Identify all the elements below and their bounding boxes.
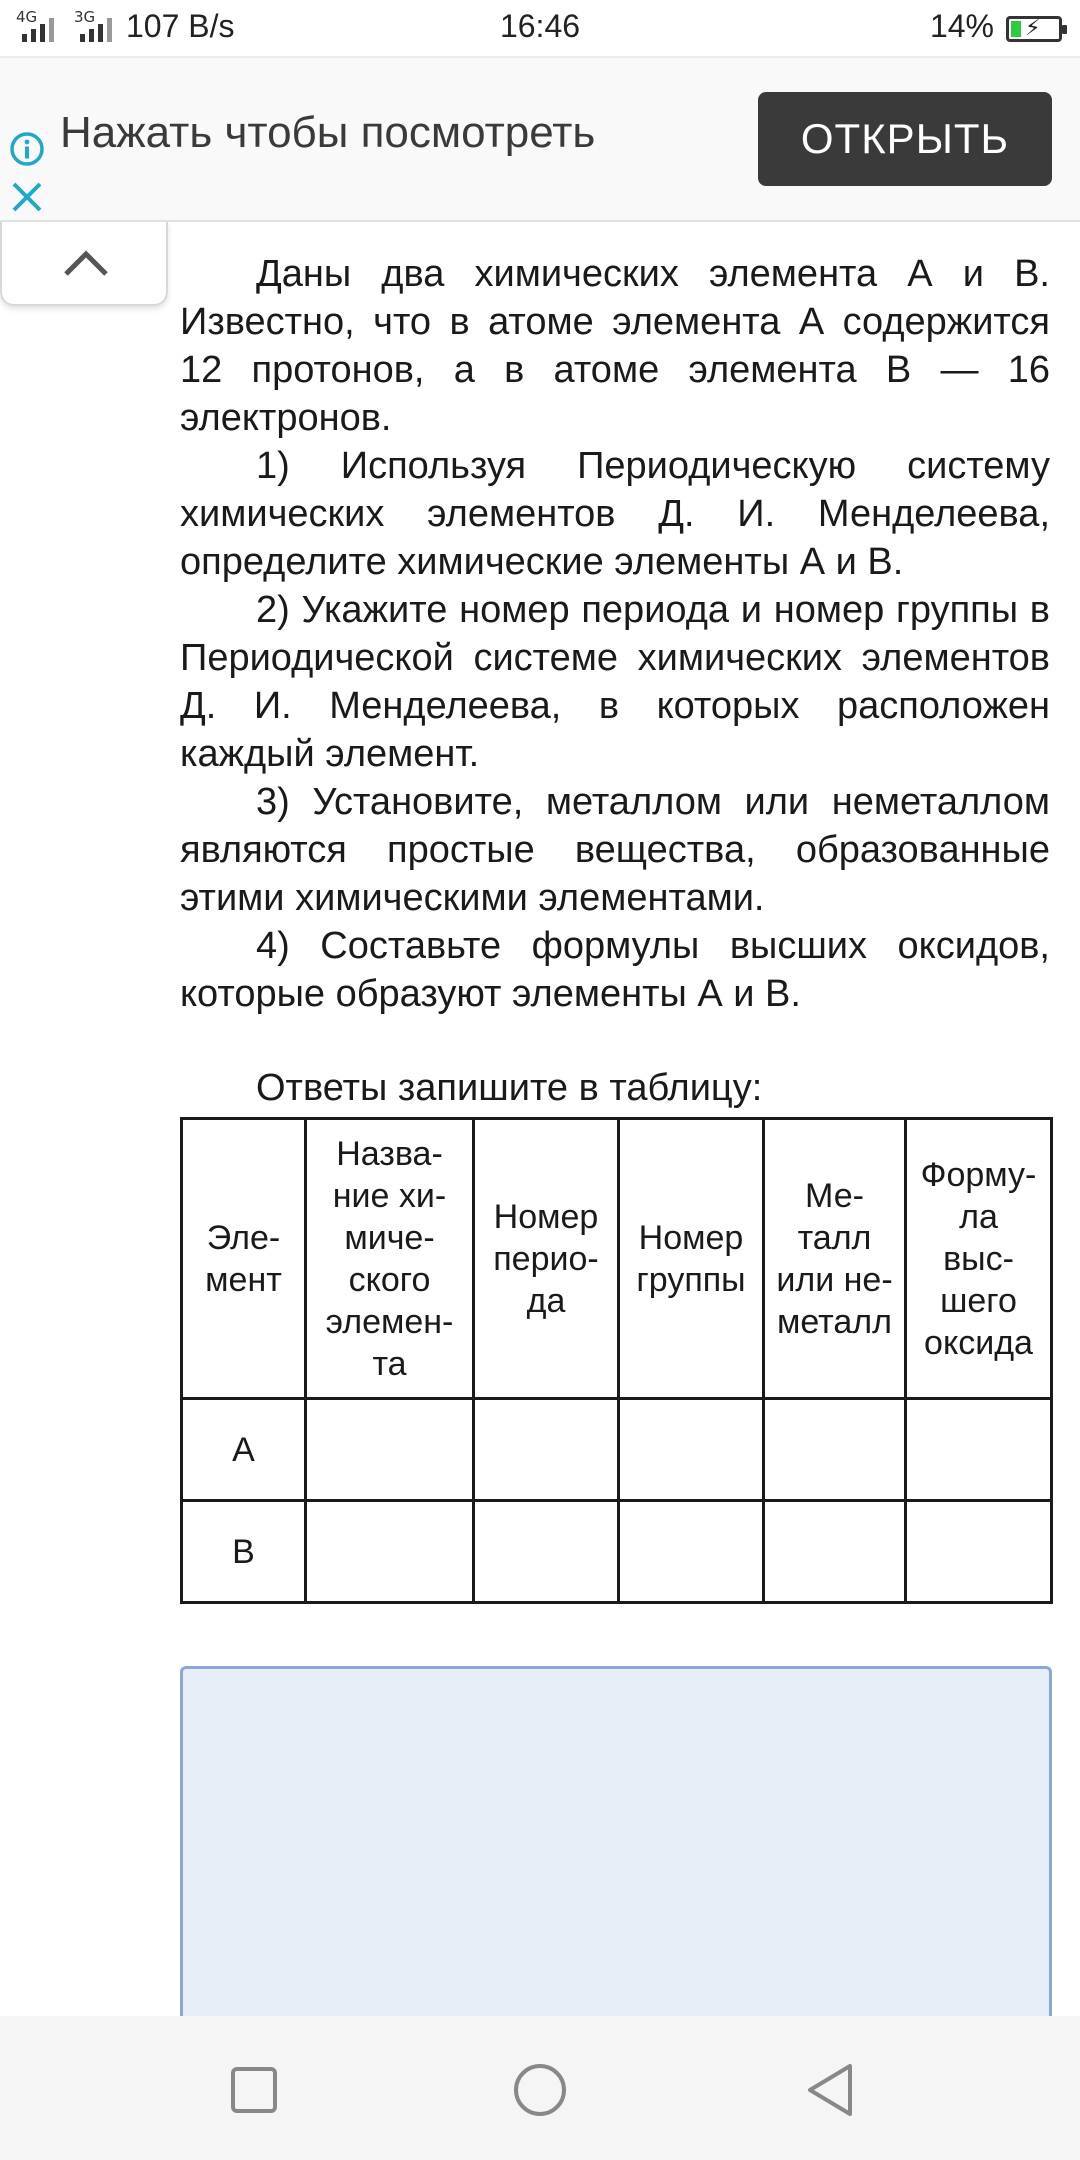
table-cell xyxy=(906,1399,1052,1501)
table-row xyxy=(182,1399,1052,1501)
task-text xyxy=(180,250,1050,1112)
back-icon[interactable] xyxy=(800,2060,860,2120)
table-cell xyxy=(306,1399,474,1501)
navigation-bar xyxy=(0,2016,1080,2160)
home-icon[interactable] xyxy=(510,2060,570,2120)
info-icon[interactable] xyxy=(8,130,46,168)
header-element-name: Назва- ние хи- миче- ского элемен- та xyxy=(306,1119,474,1399)
open-button[interactable]: ОТКРЫТЬ xyxy=(758,92,1052,186)
row-label: А xyxy=(182,1399,306,1501)
task-paragraph: 2) Укажите номер периода и номер группы в Периодической системе химических элементов Д. И. Менделеева, в которых расположен каждый элемент. xyxy=(180,589,1050,775)
header-metal: Ме- талл или не- металл xyxy=(764,1119,906,1399)
table-header-row xyxy=(182,1119,1052,1399)
header-period: Номер перио- да xyxy=(474,1119,619,1399)
answer-table xyxy=(180,1117,1053,1604)
table-cell xyxy=(764,1501,906,1603)
charging-icon: ⚡ xyxy=(1025,16,1041,41)
battery-percent: 14% xyxy=(929,8,994,44)
header-element: Эле- мент xyxy=(182,1119,306,1399)
status-bar xyxy=(0,0,1080,56)
task-paragraph: 1) Используя Периодическую систему химических элементов Д. И. Менделеева, определите химические элементы А и В. xyxy=(180,445,1050,583)
clock: 16:46 xyxy=(499,8,581,44)
table-cell xyxy=(906,1501,1052,1603)
recent-apps-icon[interactable] xyxy=(224,2060,284,2120)
table-row xyxy=(182,1501,1052,1603)
header-group: Номер группы xyxy=(619,1119,764,1399)
table-cell xyxy=(306,1501,474,1603)
collapse-button[interactable] xyxy=(0,222,168,306)
close-icon[interactable] xyxy=(8,178,46,216)
chevron-up-icon xyxy=(62,248,110,278)
ad-text[interactable]: Нажать чтобы посмотреть xyxy=(60,108,596,157)
answer-prompt: Ответы запишите в таблицу: xyxy=(256,1067,763,1109)
network-type-2: 3G xyxy=(74,8,96,26)
task-paragraph: 3) Установите, металлом или неметаллом являются простые вещества, образованные этими химическими элементами. xyxy=(180,781,1050,919)
task-paragraph: Даны два химических элемента А и В. Известно, что в атоме элемента А содержится 12 протонов, а в атоме элемента В — 16 электронов. xyxy=(180,253,1050,439)
header-oxide: Форму- ла выс- шего оксида xyxy=(906,1119,1052,1399)
table-cell xyxy=(619,1399,764,1501)
answer-input[interactable] xyxy=(180,1666,1052,2026)
table-cell xyxy=(619,1501,764,1603)
ad-banner[interactable] xyxy=(0,56,1080,222)
network-type-1: 4G xyxy=(16,8,38,26)
task-paragraph: 4) Составьте формулы высших оксидов, которые образуют элементы А и В. xyxy=(180,925,1050,1015)
table-cell xyxy=(474,1501,619,1603)
battery-fill xyxy=(1011,21,1021,37)
battery-icon xyxy=(1006,16,1062,42)
network-speed: 107 B/s xyxy=(126,8,235,44)
table-cell xyxy=(474,1399,619,1501)
row-label: В xyxy=(182,1501,306,1603)
table-cell xyxy=(764,1399,906,1501)
